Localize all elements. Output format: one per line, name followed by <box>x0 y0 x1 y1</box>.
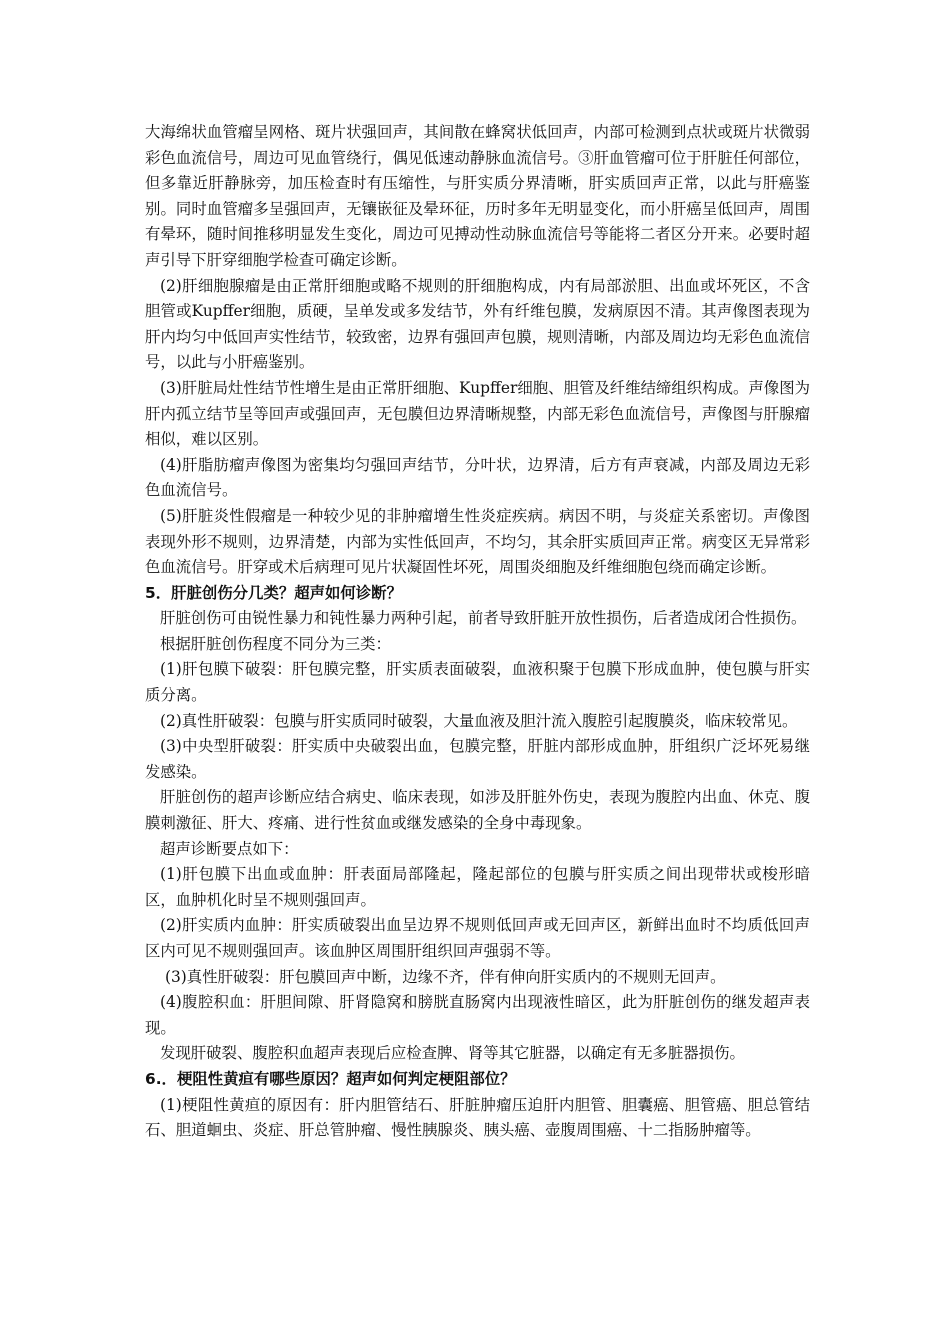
section-heading: 6.．梗阻性黄疸有哪些原因？超声如何判定梗阻部位？ <box>145 1069 516 1088</box>
body-paragraph: 根据肝脏创伤程度不同分为三类： <box>160 634 391 653</box>
document-body <box>145 120 810 1144</box>
body-paragraph: (1)肝包膜下出血或血肿：肝表面局部隆起，隆起部位的包膜与肝实质之间出现带状或梭形暗区，血肿机化时呈不规则强回声。 <box>145 865 810 909</box>
body-paragraph: (4)腹腔积血：肝胆间隙、肝肾隐窝和膀胱直肠窝内出现液性暗区，此为肝脏创伤的继发超声表现。 <box>145 993 810 1037</box>
body-paragraph: (3)肝脏局灶性结节性增生是由正常肝细胞、Kupffer细胞、胆管及纤维结缔组织构成。声像图为肝内孤立结节呈等回声或强回声，无包膜但边界清晰规整，内部无彩色血流信号，声像图与肝腺瘤相似，难以区别。 <box>145 378 810 449</box>
body-paragraph: 发现肝破裂、腹腔积血超声表现后应检查脾、肾等其它脏器，以确定有无多脏器损伤。 <box>160 1044 745 1063</box>
body-paragraph: (3)中央型肝破裂：肝实质中央破裂出血，包膜完整，肝脏内部形成血肿，肝组织广泛坏死易继发感染。 <box>145 737 810 781</box>
body-paragraph: (4)肝脂肪瘤声像图为密集均匀强回声结节，分叶状，边界清，后方有声衰减，内部及周边无彩色血流信号。 <box>145 455 810 500</box>
body-paragraph: (2)肝细胞腺瘤是由正常肝细胞或略不规则的肝细胞构成，内有局部淤胆、出血或坏死区，不含胆管或Kupffer细胞，质硬，呈单发或多发结节，外有纤维包膜，发病原因不清。其声像图表现为肝内均匀中低回声实性结节，较致密，边界有强回声包膜，规则清晰，内部及周边均无彩色血流信号，以此与小肝癌鉴别。 <box>145 276 810 372</box>
body-paragraph: 大海绵状血管瘤呈网格、斑片状强回声，其间散在蜂窝状低回声，内部可检测到点状或斑片状微弱彩色血流信号，周边可见血管绕行，偶见低速动静脉血流信号。③肝血管瘤可位于肝脏任何部位，但多靠近肝静脉旁，加压检查时有压缩性，与肝实质分界清晰，肝实质回声正常，以此与肝癌鉴别。同时血管瘤多呈强回声，无镶嵌征及晕环征，历时多年无明显变化，而小肝癌呈低回声，周围有晕环，随时间推移明显发生变化，周边可见搏动性动脉血流信号等能将二者区分开来。必要时超声引导下肝穿细胞学检查可确定诊断。 <box>145 123 810 269</box>
body-paragraph: 肝脏创伤的超声诊断应结合病史、临床表现，如涉及肝脏外伤史，表现为腹腔内出血、休克、腹膜刺激征、肝大、疼痛、进行性贫血或继发感染的全身中毒现象。 <box>145 788 810 833</box>
body-paragraph: (1)肝包膜下破裂：肝包膜完整，肝实质表面破裂，血液积聚于包膜下形成血肿，使包膜与肝实质分离。 <box>145 660 810 705</box>
body-paragraph: 肝脏创伤可由锐性暴力和钝性暴力两种引起，前者导致肝脏开放性损伤，后者造成闭合性损伤。 <box>160 609 807 628</box>
body-paragraph: (1)梗阻性黄疸的原因有：肝内胆管结石、肝脏肿瘤压迫肝内胆管、胆囊癌、胆管癌、胆总管结石、胆道蛔虫、炎症、肝总管肿瘤、慢性胰腺炎、胰头癌、壶腹周围癌、十二指肠肿瘤等。 <box>145 1095 810 1140</box>
body-paragraph: (5)肝脏炎性假瘤是一种较少见的非肿瘤增生性炎症疾病。病因不明，与炎症关系密切。声像图表现外形不规则，边界清楚，内部为实性低回声，不均匀，其余肝实质回声正常。病变区无异常彩色血流信号。肝穿或术后病理可见片状凝固性坏死，周围炎细胞及纤维细胞包绕而确定诊断。 <box>145 506 810 577</box>
body-paragraph: 超声诊断要点如下： <box>160 839 299 858</box>
body-paragraph: (3)真性肝破裂：肝包膜回声中断，边缘不齐，伴有伸向肝实质内的不规则无回声。 <box>165 967 726 986</box>
body-paragraph: (2)真性肝破裂：包膜与肝实质同时破裂，大量血液及胆汁流入腹腔引起腹膜炎，临床较常见。 <box>160 711 798 730</box>
section-heading: 5．肝脏创伤分几类？超声如何诊断？ <box>145 583 402 602</box>
body-paragraph: (2)肝实质内血肿：肝实质破裂出血呈边界不规则低回声或无回声区，新鲜出血时不均质低回声区内可见不规则强回声。该血肿区周围肝组织回声强弱不等。 <box>145 916 810 960</box>
